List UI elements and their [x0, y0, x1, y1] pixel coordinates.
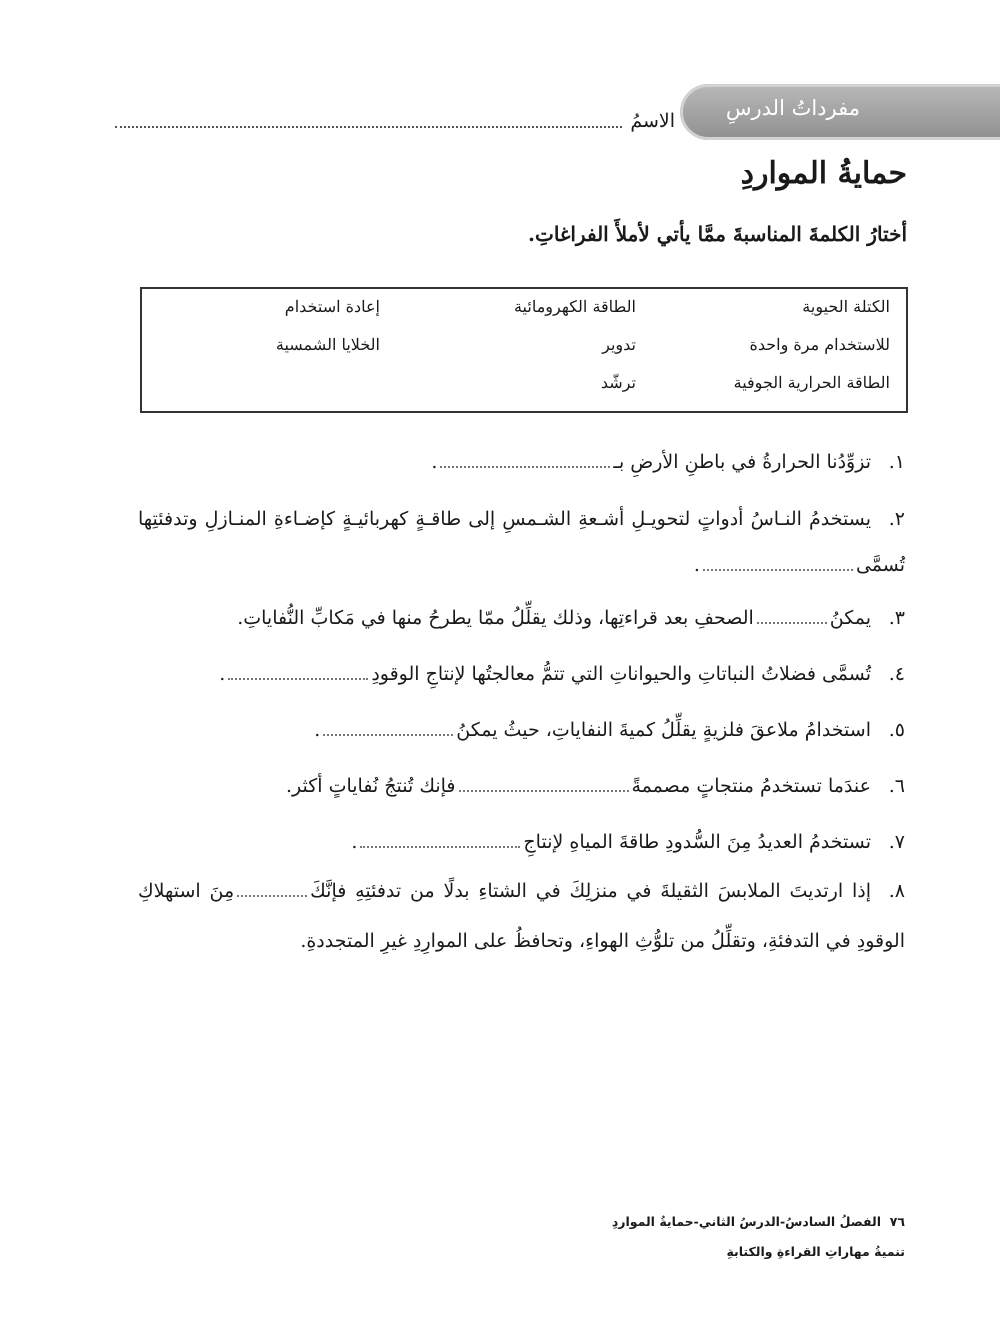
name-label: الاسمُ — [630, 110, 675, 132]
word-bank-item: الخلايا الشمسية — [275, 335, 380, 354]
question-text: يستخدمُ النـاسُ أدواتٍ لتحويـلِ أشـعةِ الشـمسِ إلى طاقـةٍ كهربائيـةٍ كإضـاءةِ المنـازلِ وتدفئتِها تُسمَّى — [138, 508, 905, 576]
question-5 — [138, 708, 905, 752]
question-number: ٢. — [888, 508, 905, 530]
question-text: . — [693, 554, 700, 576]
question-text: الصحفِ بعد قراءتِها، وذلك يقلِّلُ ممّا يطرحُ منها في مَكابِّ النُّفاياتِ. — [237, 607, 754, 629]
question-text: تزوِّدُنا الحرارةُ في باطنِ الأرضِ بـ — [613, 451, 871, 473]
answer-blank[interactable] — [440, 466, 610, 468]
question-4 — [138, 652, 905, 696]
word-bank — [140, 287, 908, 413]
question-number: ٧. — [888, 831, 905, 853]
page-number: ٧٦ — [889, 1214, 905, 1229]
answer-blank[interactable] — [228, 678, 368, 680]
question-text: إذا ارتديتَ الملابسَ الثقيلةَ في منزلِكَ في الشتاءِ بدلًا من تدفئتِهِ فإنَّكَ — [310, 880, 871, 902]
footer-book: تنميةُ مهاراتِ القراءةِ والكتابةِ — [726, 1244, 905, 1259]
question-text: مِنَ استهلاكِ الوقودِ في التدفئةِ، وتقلِّلُ من تلوُّثِ الهواءِ، وتحافظُ على الموارِدِ غيرِ المتجددةِ. — [138, 880, 905, 952]
question-1 — [138, 440, 905, 484]
question-8 — [138, 866, 905, 966]
question-text: استخدامُ ملاعقَ فلزيةٍ يقلِّلُ كميةَ النفاياتِ، حيثُ يمكنُ — [456, 719, 871, 741]
question-number: ٣. — [888, 607, 905, 629]
question-3 — [138, 596, 905, 640]
page-title: حمايةُ المواردِ — [740, 156, 907, 191]
question-number: ٦. — [888, 775, 905, 797]
question-text: تُسمَّى فضلاتُ النباتاتِ والحيواناتِ التي تتمُّ معالجتُها لإنتاجِ الوقودِ — [371, 663, 871, 685]
question-text: . — [431, 451, 438, 473]
word-bank-item: ترشّد — [600, 373, 636, 392]
question-number: ١. — [888, 451, 905, 473]
name-blank-line[interactable] — [115, 126, 622, 128]
question-number: ٨. — [888, 880, 905, 902]
word-bank-item: تدوير — [602, 335, 636, 354]
question-2 — [138, 496, 905, 588]
question-text: تستخدمُ العديدُ مِنَ السُّدودِ طاقةَ المياهِ لإنتاجِ — [523, 831, 871, 853]
answer-blank[interactable] — [237, 895, 307, 897]
section-tab — [680, 84, 1000, 140]
question-text: فإنك تُنتجُ نُفاياتٍ أكثر. — [285, 775, 456, 797]
word-bank-item: الكتلة الحيوية — [802, 297, 890, 316]
question-number: ٥. — [888, 719, 905, 741]
word-bank-item: الطاقة الحرارية الجوفية — [733, 373, 890, 392]
answer-blank[interactable] — [703, 569, 853, 571]
instruction: أختارُ الكلمةَ المناسبةَ ممَّا يأتي لأملأَ الفراغاتِ. — [528, 222, 907, 246]
question-text: . — [314, 719, 321, 741]
footer-chapter — [612, 1214, 905, 1229]
section-tab-label: مفرداتُ الدرسِ — [725, 96, 860, 120]
answer-blank[interactable] — [360, 846, 520, 848]
word-bank-item: الطاقة الكهرومائية — [513, 297, 636, 316]
answer-blank[interactable] — [757, 622, 827, 624]
question-text: . — [219, 663, 226, 685]
answer-blank[interactable] — [459, 790, 629, 792]
word-bank-item: للاستخدام مرة واحدة — [749, 335, 890, 354]
question-number: ٤. — [888, 663, 905, 685]
answer-blank[interactable] — [323, 734, 453, 736]
question-text: يمكنُ — [829, 607, 871, 629]
question-7 — [138, 820, 905, 864]
word-bank-item: إعادة استخدام — [284, 297, 380, 316]
question-text: عندَما تستخدمُ منتجاتٍ مصممةً — [631, 775, 871, 797]
chapter-label: الفصلُ السادسُ-الدرسُ الثاني-حمايةُ المواردِ — [611, 1214, 882, 1229]
name-field[interactable] — [115, 108, 675, 132]
question-6 — [138, 764, 905, 808]
question-text: . — [351, 831, 358, 853]
